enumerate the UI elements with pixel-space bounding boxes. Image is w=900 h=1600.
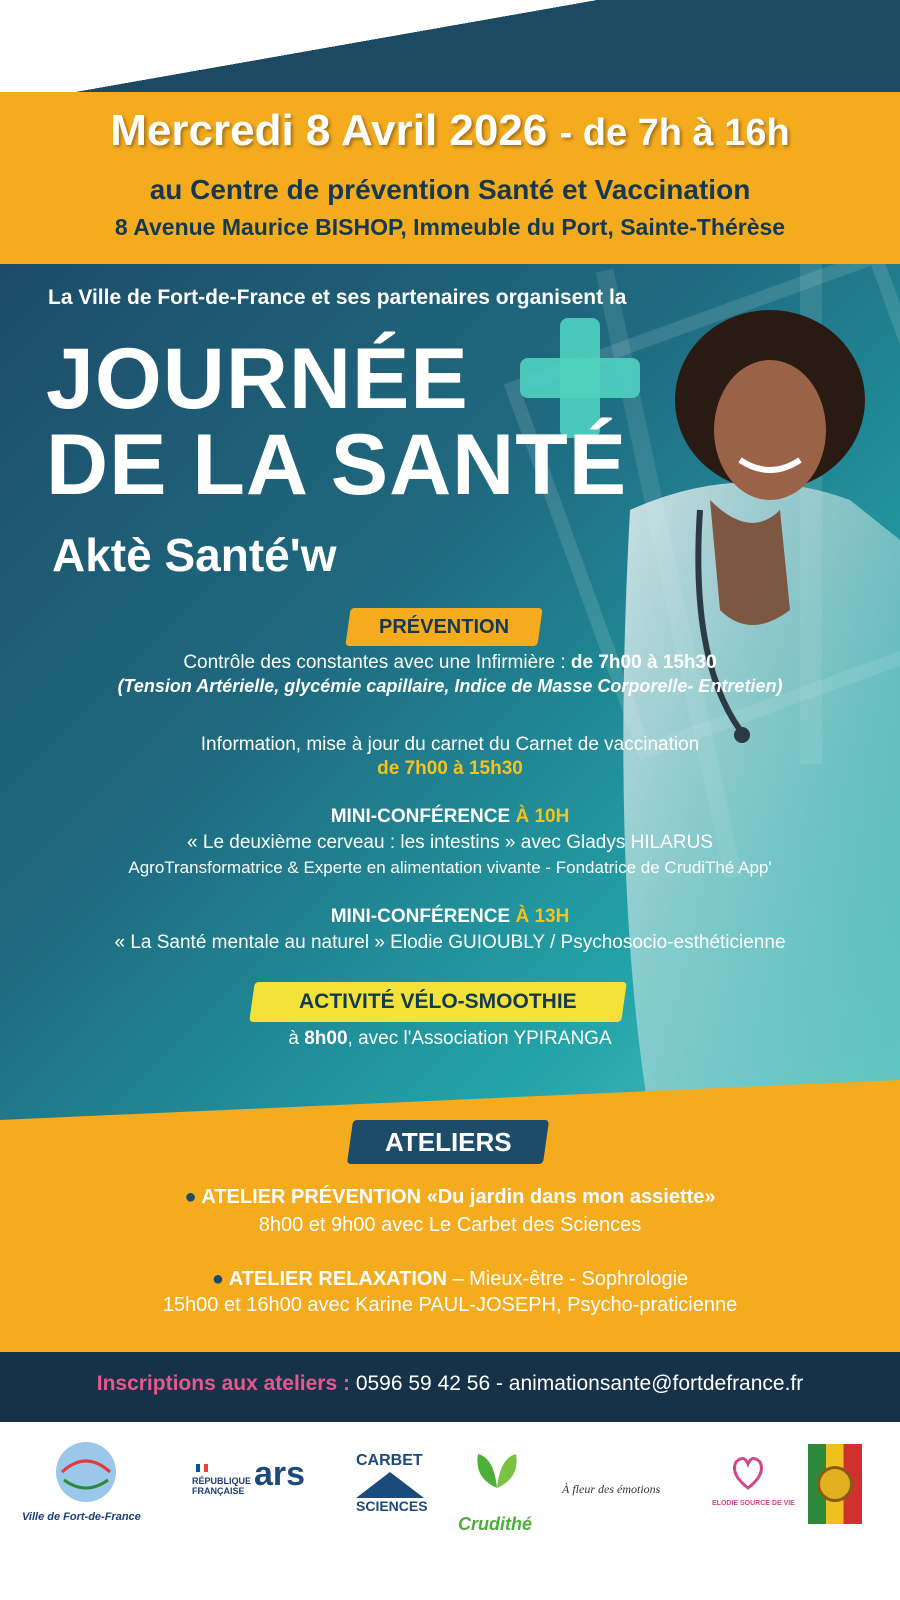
title-line-1: JOURNÉE xyxy=(46,331,469,427)
workshop-1-title: ● ATELIER PRÉVENTION «Du jardin dans mon assiette» xyxy=(184,1186,716,1208)
prevention-label: PRÉVENTION xyxy=(345,608,542,646)
velo-smoothie-label: ACTIVITÉ VÉLO-SMOOTHIE xyxy=(249,982,627,1022)
conference-1-heading: MINI-CONFÉRENCE À 10H xyxy=(330,806,570,827)
partner-logos xyxy=(0,1422,900,1600)
heart-icon xyxy=(728,1452,768,1492)
carbet-logo-line-1: CARBET xyxy=(356,1452,423,1469)
prevention-item-2: Information, mise à jour du carnet du Carnet de vaccination xyxy=(200,734,700,755)
top-stripe xyxy=(0,0,900,92)
elodie-logo-text: ELODIE SOURCE DE VIE xyxy=(712,1500,795,1507)
event-date: Mercredi 8 Avril 2026 - de 7h à 16h xyxy=(110,106,790,155)
carbet-logo-line-2: SCIENCES xyxy=(356,1498,428,1514)
fleur-emotions-logo: À fleur des émotions xyxy=(562,1482,661,1496)
workshop-2-detail: 15h00 et 16h00 avec Karine PAUL-JOSEPH, Psycho-praticienne xyxy=(162,1294,738,1316)
prevention-item-2-time: de 7h00 à 15h30 xyxy=(377,758,523,779)
bullet-icon: ● xyxy=(184,1186,197,1208)
workshops-label: ATELIERS xyxy=(347,1120,549,1164)
association-seal-logo xyxy=(808,1444,862,1524)
velo-smoothie-details: à 8h00, avec l'Association YPIRANGA xyxy=(288,1028,612,1049)
republique-line-2: FRANÇAISE xyxy=(192,1486,245,1496)
bullet-icon: ● xyxy=(211,1268,224,1290)
title-line-2: DE LA SANTÉ xyxy=(46,417,628,513)
ville-globe-logo xyxy=(54,1440,118,1504)
event-venue: au Centre de prévention Santé et Vaccination xyxy=(149,174,751,205)
conference-1-role: AgroTransformatrice & Experte en alimentation vivante - Fondatrice de CrudiThé App' xyxy=(128,858,772,877)
conference-2-heading: MINI-CONFÉRENCE À 13H xyxy=(330,906,570,927)
prevention-item-1-detail: (Tension Artérielle, glycémie capillaire, Indice de Masse Corporelle- Entretien) xyxy=(117,676,783,696)
republique-line-1: RÉPUBLIQUE xyxy=(192,1476,252,1486)
workshop-2-title: ● ATELIER RELAXATION – Mieux-être - Sophrologie xyxy=(211,1268,689,1290)
french-flag-icon xyxy=(196,1464,208,1472)
intro-text: La Ville de Fort-de-France et ses partenaires organisent la xyxy=(48,286,627,309)
event-address: 8 Avenue Maurice BISHOP, Immeuble du Port, Sainte-Thérèse xyxy=(114,214,786,240)
workshop-1-detail: 8h00 et 9h00 avec Le Carbet des Sciences xyxy=(258,1214,642,1236)
registration-info: Inscriptions aux ateliers : 0596 59 42 56 - animationsante@fortdefrance.fr xyxy=(96,1372,804,1395)
event-hours: - de 7h à 16h xyxy=(559,112,790,154)
leaf-icon xyxy=(474,1448,520,1488)
ars-logo: ars xyxy=(254,1455,306,1493)
conference-1-title: « Le deuxième cerveau : les intestins » avec Gladys HILARUS xyxy=(187,832,713,853)
carbet-roof-icon xyxy=(356,1472,424,1498)
crudithe-logo: Crudithé xyxy=(458,1514,532,1534)
subtitle: Aktè Santé'w xyxy=(52,529,337,581)
date-band xyxy=(0,92,900,264)
prevention-item-1: Contrôle des constantes avec une Infirmière : de 7h00 à 15h30 xyxy=(183,652,717,673)
conference-2-title: « La Santé mentale au naturel » Elodie GUIOUBLY / Psychosocio-esthéticienne xyxy=(114,932,786,953)
ville-logo-text: Ville de Fort-de-France xyxy=(22,1511,141,1523)
